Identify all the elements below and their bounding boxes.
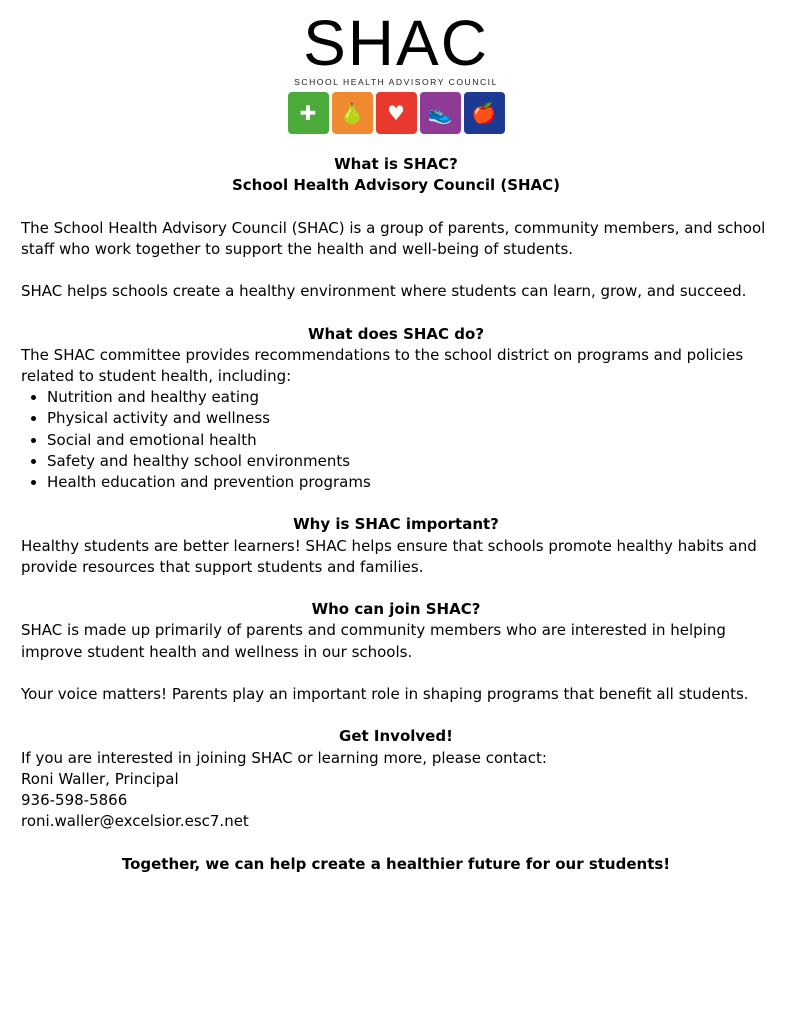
mind-heart-icon: ♥ (376, 92, 417, 134)
heading-full-name: School Health Advisory Council (SHAC) (231, 176, 561, 195)
list-item: • Nutrition and healthy eating (47, 387, 771, 408)
closing-line: Together, we can help create a healthier future for our students! (121, 854, 671, 873)
logo-title: SHAC (303, 7, 489, 79)
sneaker-icon: 👟 (420, 92, 461, 134)
paragraph-voice: Your voice matters! Parents play an important role in shaping programs that benefit all students. (21, 684, 749, 703)
paragraph-who: SHAC is made up primarily of parents and community members who are interested in helping improve student health and wellness in our schools. (21, 621, 726, 661)
contact-phone: 936-598-5866 (21, 790, 128, 809)
heading-who: Who can join SHAC? (311, 600, 481, 619)
document-body (21, 154, 771, 875)
paragraph-purpose: SHAC helps schools create a healthy environment where students can learn, grow, and succeed. (21, 282, 747, 301)
logo-tiles (288, 92, 505, 134)
heading-why: Why is SHAC important? (293, 515, 499, 534)
heart-plus-icon: ✚ (288, 92, 329, 134)
shac-logo (276, 7, 516, 134)
paragraph-intro: The School Health Advisory Council (SHAC) is a group of parents, community members, and school staff who work together to support the health and well-being of students. (21, 218, 766, 258)
contact-name: Roni Waller, Principal (21, 769, 179, 788)
logo-subtitle: SCHOOL HEALTH ADVISORY COUNCIL (294, 77, 498, 87)
paragraph-contact: If you are interested in joining SHAC or learning more, please contact: (21, 748, 547, 767)
list-item: • Health education and prevention programs (47, 472, 771, 493)
contact-email: roni.waller@excelsior.esc7.net (21, 812, 249, 831)
paragraph-why: Healthy students are better learners! SHAC helps ensure that schools promote healthy habits and provide resources that support students and families. (21, 536, 757, 576)
list-item: • Social and emotional health (47, 430, 771, 451)
list-item: • Safety and healthy school environments (47, 451, 771, 472)
heading-get-involved: Get Involved! (339, 727, 453, 746)
list-item: • Physical activity and wellness (47, 408, 771, 429)
paragraph-committee: The SHAC committee provides recommendations to the school district on programs and policies related to student health, including: (21, 345, 744, 385)
topics-list (21, 387, 771, 493)
heading-what-is: What is SHAC? (334, 155, 458, 173)
heading-what-does: What does SHAC do? (307, 324, 485, 343)
fruit-icon: 🍐 (332, 92, 373, 134)
apple-books-icon: 🍎 (464, 92, 505, 134)
